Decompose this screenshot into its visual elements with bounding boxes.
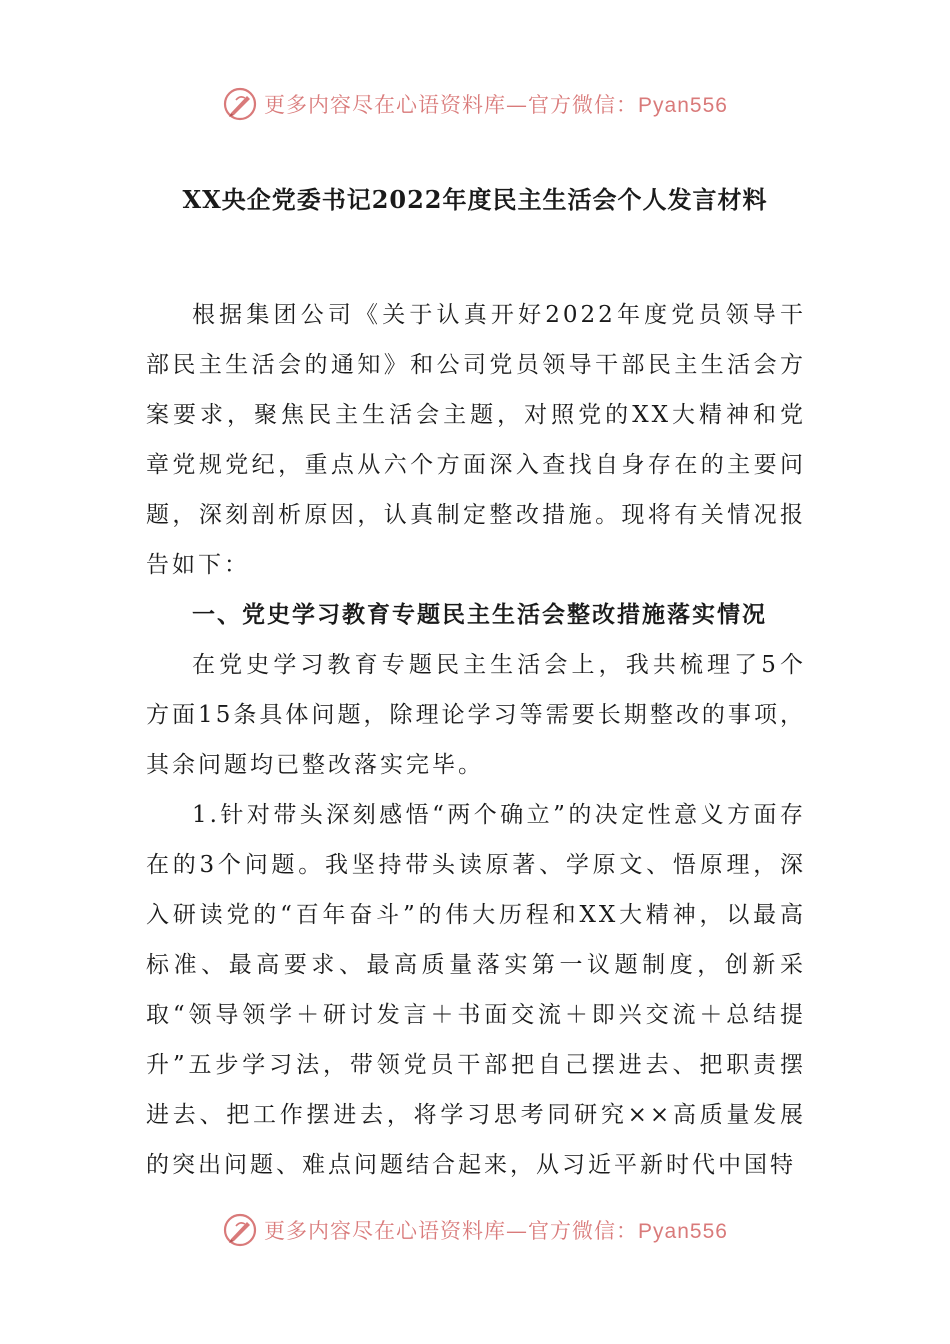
header-watermark (0, 84, 950, 124)
pen-seal-logo-icon (222, 1212, 258, 1248)
document-title: XX央企党委书记2022年度民主生活会个人发言材料 (182, 185, 768, 214)
intro-paragraph: 根据集团公司《关于认真开好2022年度党员领导干部民主生活会的通知》和公司党员领导干部民主生活会方案要求，聚焦民主生活会主题，对照党的XX大精神和党章党规党纪，重点从六个方面深入查找自身存在的主要问题，深刻剖析原因，认真制定整改措施。现将有关情况报告如下： (146, 302, 806, 578)
section1-paragraph-2: 1.针对带头深刻感悟“两个确立”的决定性意义方面存在的3个问题。我坚持带头读原著、学原文、悟原理，深入研读党的“百年奋斗”的伟大历程和XX大精神，以最高标准、最高要求、最高质量落实第一议题制度，创新采取“领导领学＋研讨发言＋书面交流＋即兴交流＋总结提升”五步学习法，带领党员干部把自己摆进去、把职责摆进去、把工作摆进去，将学习思考同研究××高质量发展的突出问题、难点问题结合起来，从习近平新时代中国特 (146, 802, 806, 1178)
watermark-text: 更多内容尽在心语资料库—官方微信：Pyan556 (264, 93, 728, 117)
section1-paragraph-1: 在党史学习教育专题民主生活会上，我共梳理了5个方面15条具体问题，除理论学习等需要长期整改的事项，其余问题均已整改落实完毕。 (146, 652, 806, 778)
section-heading-1: 一、党史学习教育专题民主生活会整改措施落实情况 (192, 601, 767, 628)
document-body (146, 290, 806, 1190)
watermark-text: 更多内容尽在心语资料库—官方微信：Pyan556 (264, 1219, 728, 1243)
pen-seal-logo-icon (222, 86, 258, 122)
footer-watermark (0, 1210, 950, 1250)
